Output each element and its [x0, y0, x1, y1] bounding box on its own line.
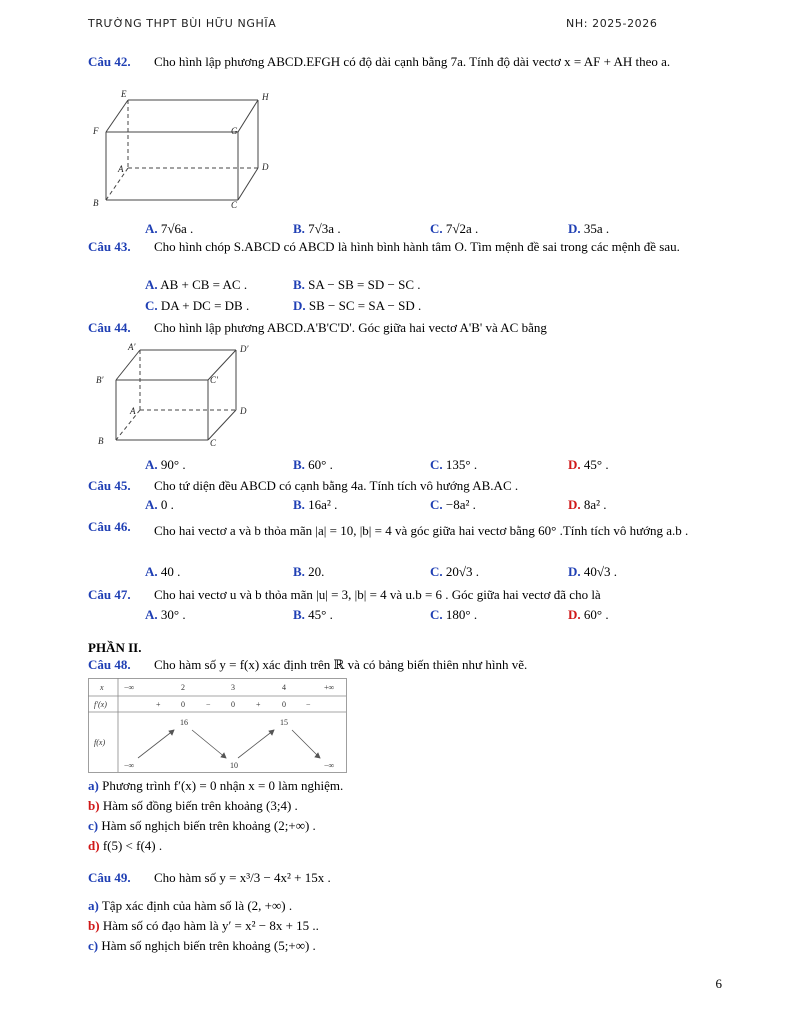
vertex-label: C	[231, 200, 238, 210]
vertex-label: F	[93, 126, 99, 136]
f-value: 16	[180, 718, 188, 727]
statement-c: c) Hàm số nghịch biến trên khoảng (5;+∞) .	[88, 938, 316, 953]
vertex-label: G	[231, 126, 238, 136]
option-a: A. 40 .	[145, 564, 181, 579]
option-a: A. 0 .	[145, 497, 174, 512]
statement-b: b) Hàm số đồng biến trên khoảng (3;4) .	[88, 798, 298, 813]
statement-c: c) Hàm số nghịch biến trên khoảng (2;+∞) .	[88, 818, 316, 833]
statement-a: a) Tập xác định của hàm số là (2, +∞) .	[88, 898, 293, 913]
question-label: Câu 45.	[88, 478, 131, 493]
option-c: C. DA + DC = DB .	[145, 298, 250, 313]
option-b: B. 60° .	[293, 457, 333, 472]
option-a: A. 90° .	[145, 457, 186, 472]
option-c: C. 7√2a .	[430, 221, 479, 236]
option-c: C. 180° .	[430, 607, 478, 622]
option-d: D. 45° .	[568, 457, 609, 472]
question-label: Câu 48.	[88, 657, 131, 672]
table-f-label: f(x)	[94, 738, 106, 747]
vertex-label: D′	[240, 344, 249, 354]
table-fp-label: f′(x)	[94, 700, 107, 709]
option-d: D. 8a² .	[568, 497, 607, 512]
question-label: Câu 44.	[88, 320, 131, 335]
question-label: Câu 49.	[88, 870, 131, 885]
option-b: B. 7√3a .	[293, 221, 341, 236]
x-value: 4	[282, 683, 286, 692]
variation-table	[88, 678, 348, 774]
option-b: B. 45° .	[293, 607, 333, 622]
sign: −	[306, 700, 311, 709]
question-label: Câu 47.	[88, 587, 131, 602]
option-c: C. 135° .	[430, 457, 478, 472]
vertex-label: C′	[210, 375, 218, 385]
vertex-label: A′	[128, 342, 136, 352]
question-44-text: Cho hình lập phương ABCD.A'B'C'D'. Góc giữa hai vectơ A'B' và AC bằng	[154, 320, 547, 335]
vertex-label: B	[93, 198, 99, 208]
option-c: C. −8a² .	[430, 497, 476, 512]
question-45-text: Cho tứ diện đều ABCD có cạnh bằng 4a. Tính tích vô hướng AB.AC .	[154, 478, 519, 493]
option-b: B. 20.	[293, 564, 325, 579]
sign: 0	[231, 700, 235, 709]
vertex-label: C	[210, 438, 217, 448]
vertex-label: H	[262, 92, 269, 102]
school-name: TRƯỜNG THPT BÙI HỮU NGHĨA	[88, 17, 277, 30]
school-year: NH: 2025-2026	[566, 17, 658, 30]
vertex-label: D	[240, 406, 247, 416]
option-c: C. 20√3 .	[430, 564, 480, 579]
option-a: A. 7√6a .	[145, 221, 194, 236]
question-label: Câu 43.	[88, 239, 131, 254]
vertex-label: B	[98, 436, 104, 446]
table-x-label: x	[100, 683, 104, 692]
x-value: 3	[231, 683, 235, 692]
sign: 0	[282, 700, 286, 709]
vertex-label: A	[118, 164, 124, 174]
option-d: D. 60° .	[568, 607, 609, 622]
sign: 0	[181, 700, 185, 709]
question-48-text: Cho hàm số y = f(x) xác định trên ℝ và có bảng biến thiên như hình vẽ.	[154, 657, 528, 672]
vertex-label: E	[121, 89, 127, 99]
question-49-text: Cho hàm số y = x³/3 − 4x² + 15x .	[154, 870, 331, 885]
f-value: 15	[280, 718, 288, 727]
question-43-text: Cho hình chóp S.ABCD có ABCD là hình bình hành tâm O. Tìm mệnh đề sai trong các mệnh đề sau.	[154, 239, 680, 254]
section-title: PHẦN II.	[88, 640, 142, 655]
question-47-text: Cho hai vectơ u và b thỏa mãn |u| = 3, |b| = 4 và u.b = 6 . Góc giữa hai vectơ đã cho là	[154, 587, 601, 602]
page-number: 6	[715, 976, 722, 991]
f-value: −∞	[124, 761, 135, 770]
option-d: D. 35a .	[568, 221, 610, 236]
statement-d: d) f(5) < f(4) .	[88, 838, 163, 853]
cube-figure-42	[88, 88, 288, 213]
vertex-label: B′	[96, 375, 104, 385]
statement-b: b) Hàm số có đạo hàm là y′ = x² − 8x + 15 ..	[88, 918, 319, 933]
vertex-label: A	[130, 406, 136, 416]
sign: +	[256, 700, 261, 709]
option-b: B. 16a² .	[293, 497, 338, 512]
statement-a: a) Phương trình f′(x) = 0 nhận x = 0 làm nghiệm.	[88, 778, 344, 793]
option-d: D. 40√3 .	[568, 564, 618, 579]
sign: +	[156, 700, 161, 709]
question-46-text: Cho hai vectơ a và b thỏa mãn |a| = 10, |b| = 4 và góc giữa hai vectơ bằng 60° .Tính tích vô hướng a.b .	[154, 523, 689, 538]
x-value: −∞	[124, 683, 135, 692]
question-label: Câu 42.	[88, 54, 131, 69]
f-value: 10	[230, 761, 238, 770]
option-a: A. 30° .	[145, 607, 186, 622]
cube-figure-44	[88, 340, 268, 452]
vertex-label: D	[262, 162, 269, 172]
question-label: Câu 46.	[88, 519, 131, 534]
option-a: A. AB + CB = AC .	[145, 277, 248, 292]
x-value: 2	[181, 683, 185, 692]
f-value: −∞	[324, 761, 335, 770]
x-value: +∞	[324, 683, 335, 692]
option-b: B. SA − SB = SD − SC .	[293, 277, 421, 292]
option-d: D. SB − SC = SA − SD .	[293, 298, 422, 313]
sign: −	[206, 700, 211, 709]
question-42-text: Cho hình lập phương ABCD.EFGH có độ dài cạnh bằng 7a. Tính độ dài vectơ x = AF + AH theo a.	[154, 54, 671, 69]
